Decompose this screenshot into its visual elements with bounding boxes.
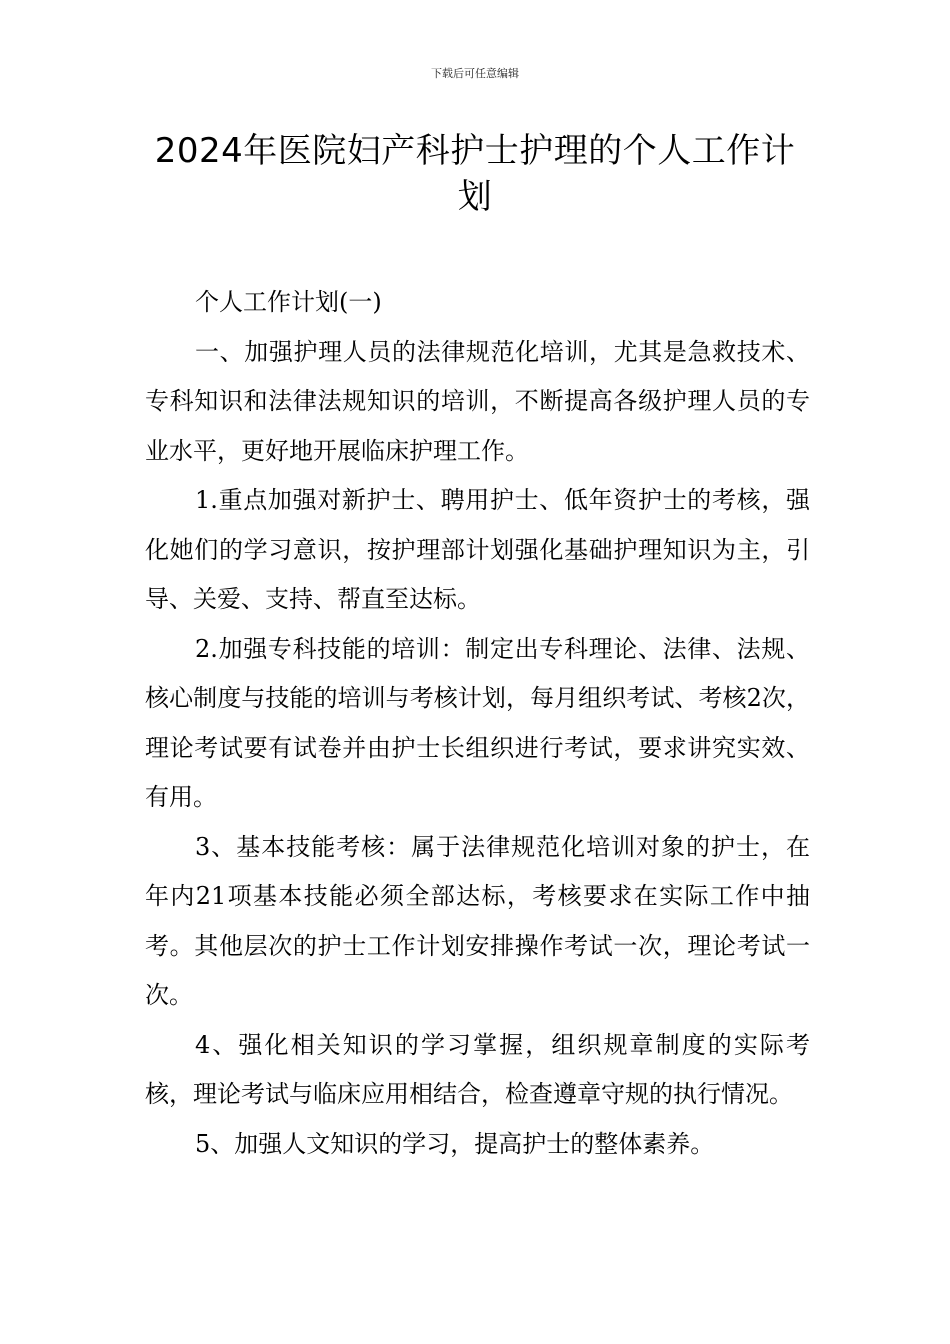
- paragraph: 4、强化相关知识的学习掌握，组织规章制度的实际考核，理论考试与临床应用相结合，检查遵章守规的执行情况。: [145, 1030, 810, 1108]
- paragraph: 5、加强人文知识的学习，提高护士的整体素养。: [195, 1129, 715, 1158]
- document-title: 2024年医院妇产科护士护理的个人工作计划: [154, 131, 796, 217]
- paragraph: 1.重点加强对新护士、聘用护士、低年资护士的考核，强化她们的学习意识，按护理部计划强化基础护理知识为主，引导、关爱、支持、帮直至达标。: [145, 486, 810, 613]
- header-note: 下载后可任意编辑: [431, 67, 519, 80]
- section-heading: 个人工作计划(一): [195, 288, 382, 316]
- paragraph: 一、加强护理人员的法律规范化培训，尤其是急救技术、专科知识和法律法规知识的培训，不断提高各级护理人员的专业水平，更好地开展临床护理工作。: [145, 337, 810, 465]
- paragraph: 3、基本技能考核：属于法律规范化培训对象的护士，在年内21项基本技能必须全部达标，考核要求在实际工作中抽考。其他层次的护士工作计划安排操作考试一次，理论考试一次。: [145, 832, 810, 1009]
- document-body: [145, 278, 810, 1169]
- paragraph: 2.加强专科技能的培训：制定出专科理论、法律、法规、核心制度与技能的培训与考核计划，每月组织考试、考核2次，理论考试要有试卷并由护士长组织进行考试，要求讲究实效、有用。: [145, 634, 810, 811]
